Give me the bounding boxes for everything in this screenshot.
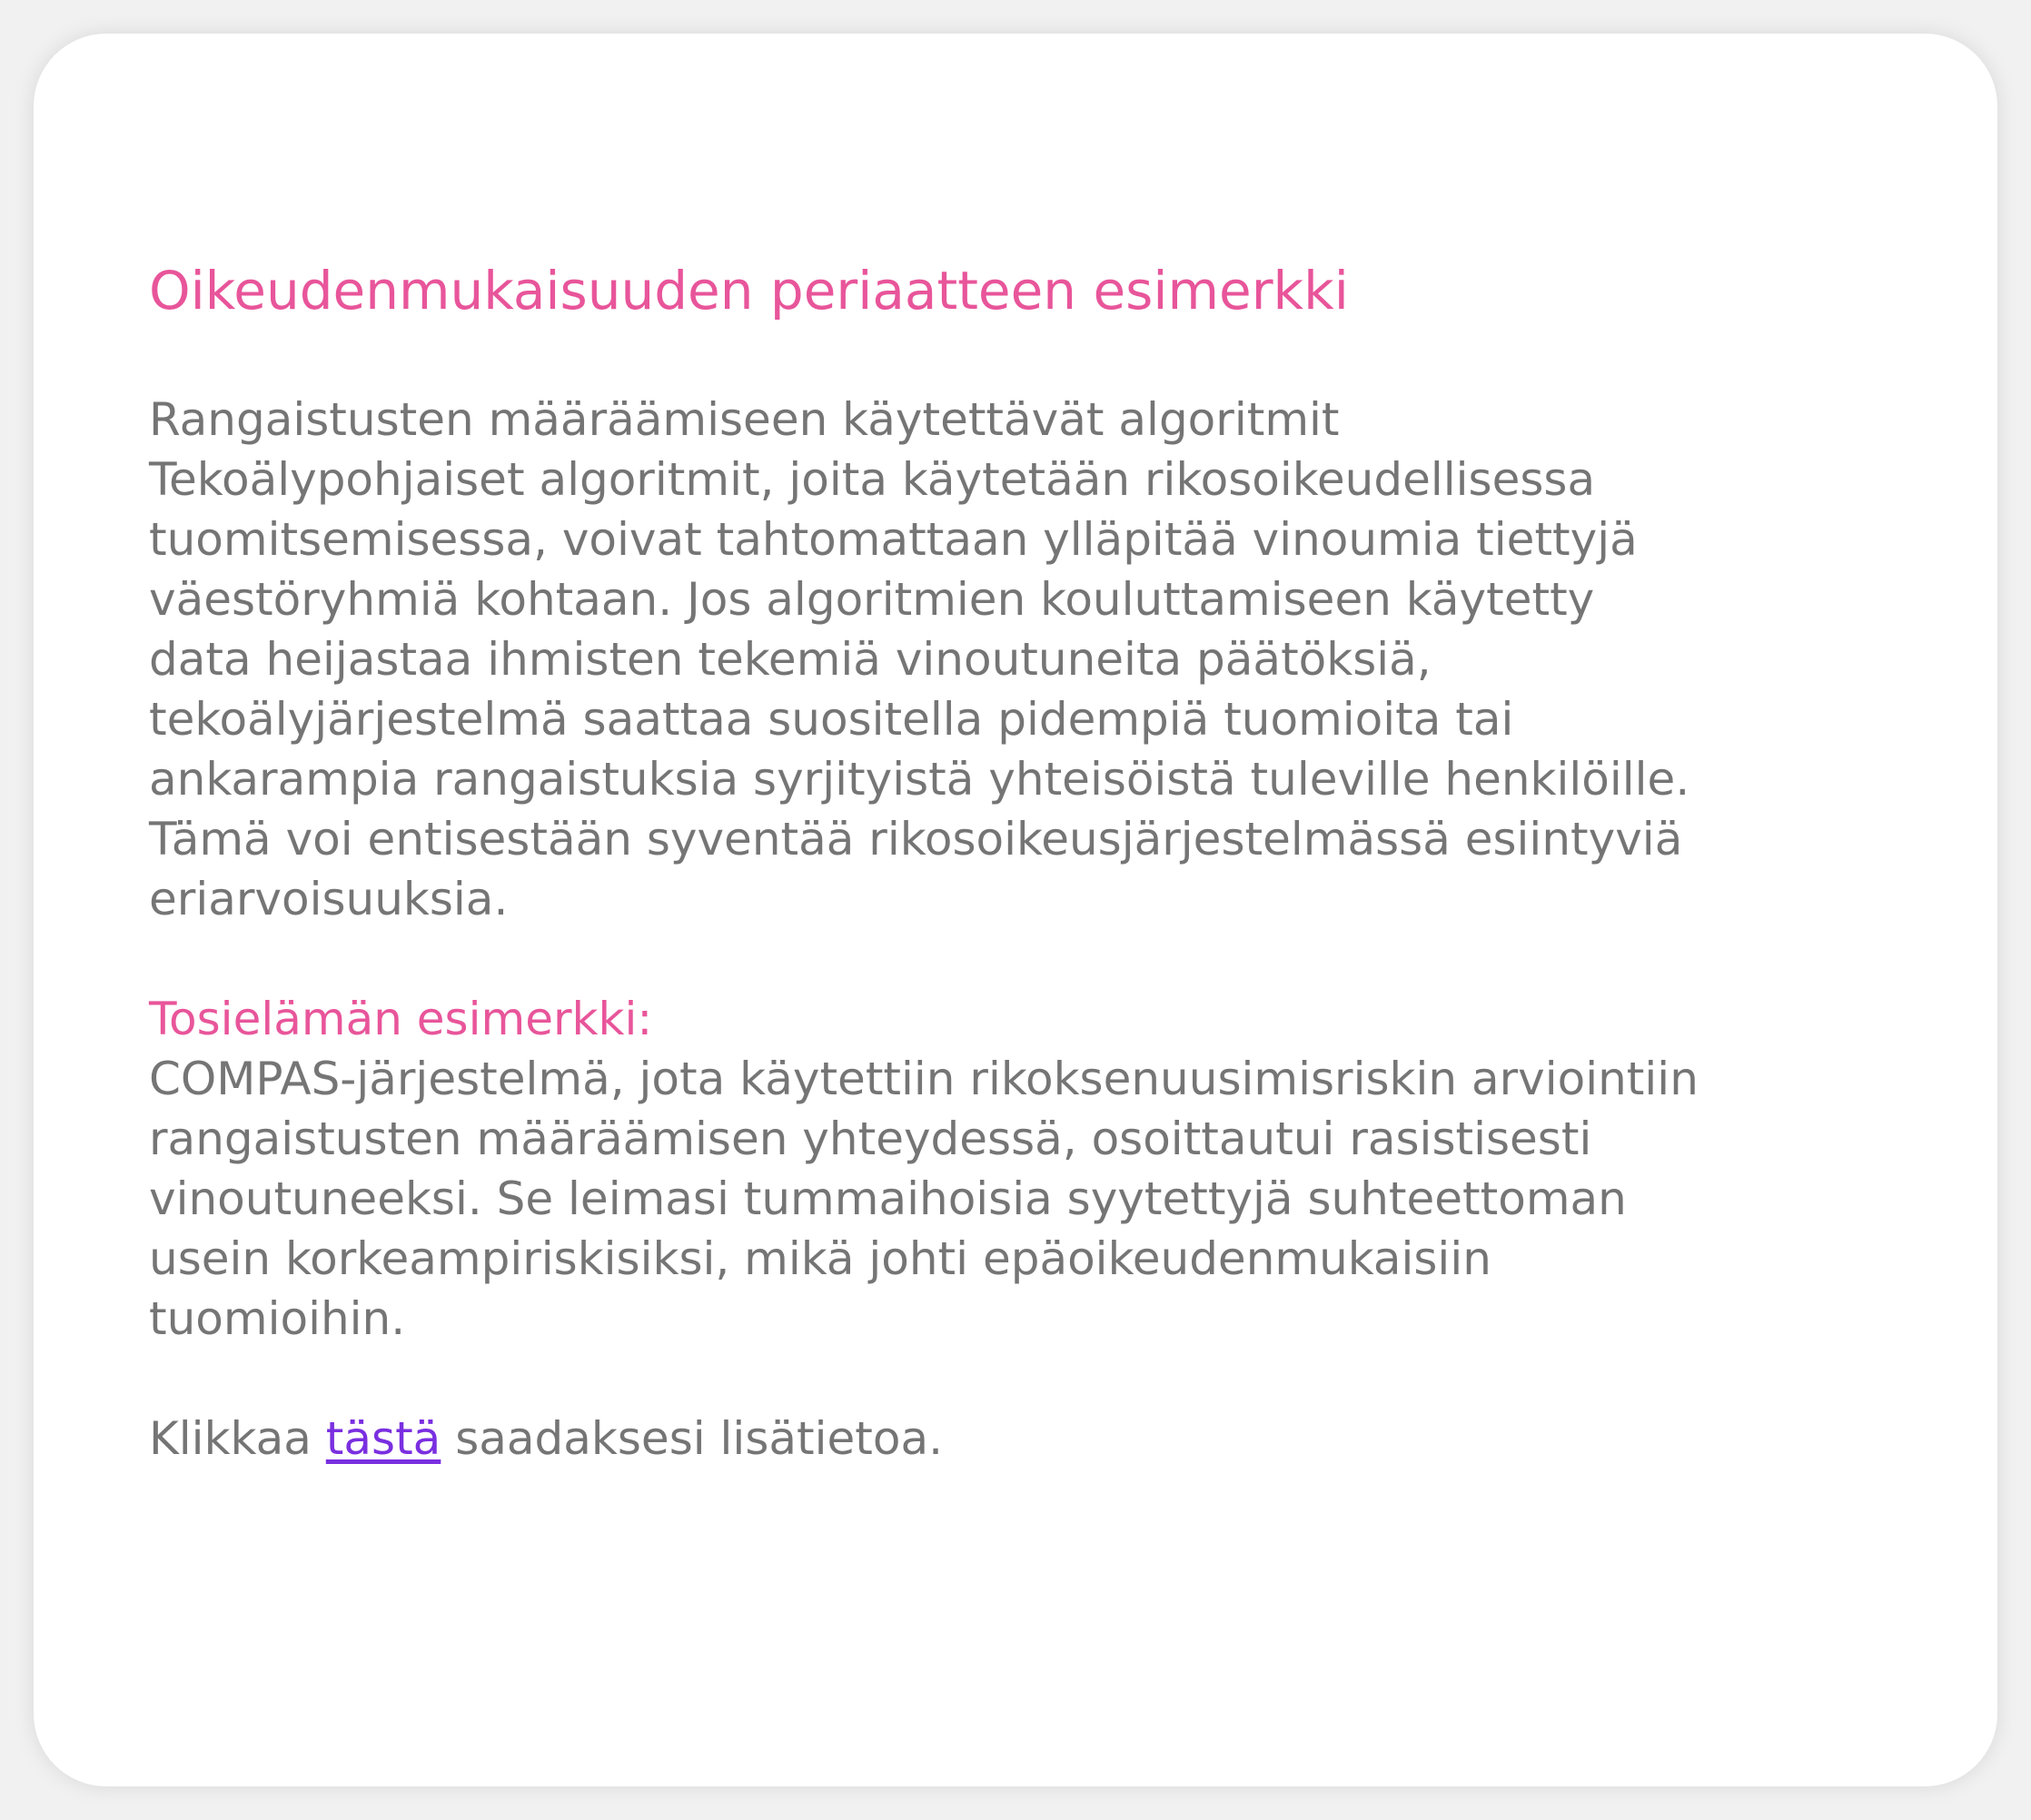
card-content <box>149 252 1957 1469</box>
spacer <box>149 330 1957 390</box>
spacer <box>149 1349 1957 1409</box>
example-heading: Tosielämän esimerkki: <box>149 993 653 1045</box>
intro-paragraph: Rangaistusten määräämiseen käytettävät algoritmit Tekoälypohjaiset algoritmit, joita käytetään rikosoikeudellisessa tuomitsemisessa, voivat tahtomattaan ylläpitää vinoumia tiettyjä väestöryhmiä kohtaan. Jos algoritmien kouluttamiseen käytetty data heijastaa ihmisten tekemiä vinoutuneita päätöksiä, tekoälyjärjestelmä saattaa suositella pidempiä tuomioita tai ankarampia rangaistuksia syrjityistä yhteisöistä tuleville henkilöille. Tämä voi entisestään syventää rikosoikeusjärjestelmässä esiintyviä eriarvoisuuksia. <box>149 393 1690 925</box>
more-info-line <box>149 1409 1957 1469</box>
card-title: Oikeudenmukaisuuden periaatteen esimerkki <box>149 260 1349 321</box>
example-paragraph: COMPAS-järjestelmä, jota käytettiin rikoksenuusimisriskin arviointiin rangaistusten määräämisen yhteydessä, osoittautui rasistisesti vinoutuneeksi. Se leimasi tummaihoisia syytettyjä suhteettoman usein korkeampiriskisiksi, mikä johti epäoikeudenmukaisiin tuomioihin. <box>149 1053 1699 1345</box>
more-info-suffix: saadaksesi lisätietoa. <box>441 1412 943 1465</box>
info-card <box>34 34 1997 1786</box>
spacer <box>149 929 1957 989</box>
more-info-link[interactable]: tästä <box>325 1412 441 1465</box>
more-info-prefix: Klikkaa <box>149 1412 326 1465</box>
